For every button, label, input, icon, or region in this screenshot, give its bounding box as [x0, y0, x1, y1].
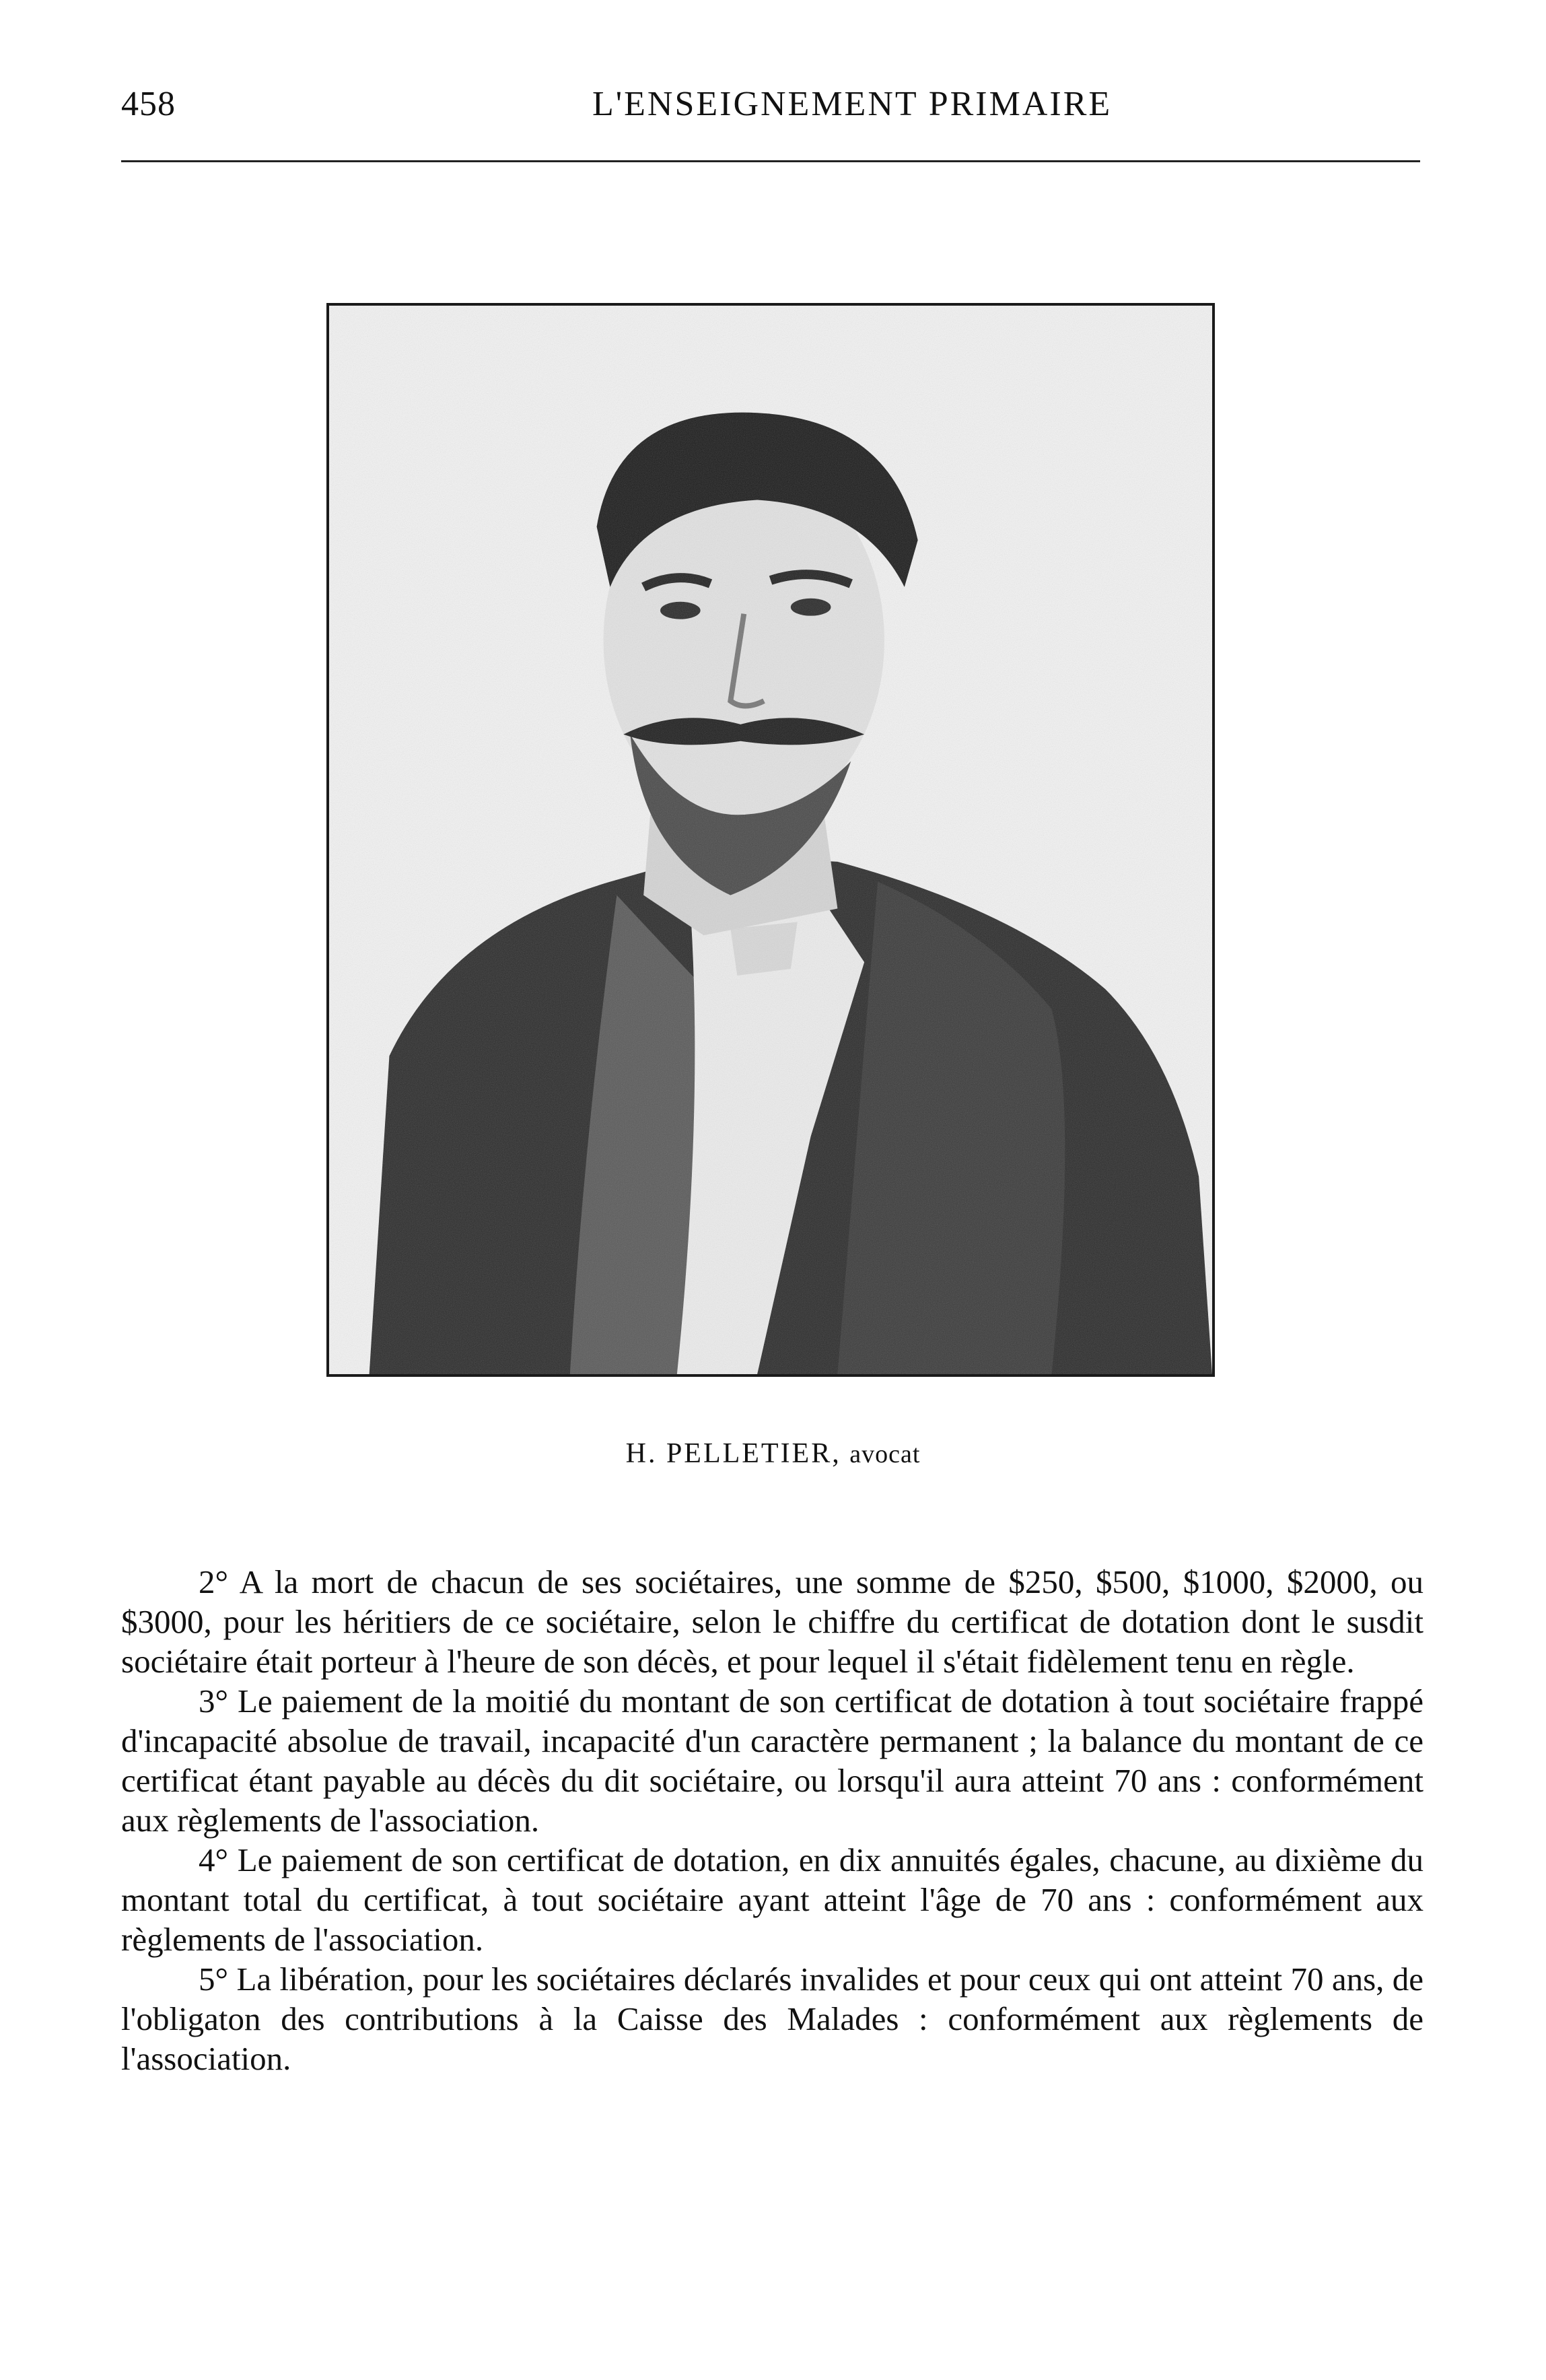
portrait-illustration: [329, 306, 1212, 1374]
header-rule: [121, 160, 1420, 162]
caption-name: H. PELLETIER,: [625, 1438, 841, 1469]
body-text: [121, 1562, 1424, 2078]
caption-role: avocat: [849, 1440, 921, 1468]
portrait-photo: [326, 303, 1215, 1377]
paragraph-5: 5° La libération, pour les sociétaires déclarés invalides et pour ceux qui ont atteint 70 ans, de l'obligaton des contributions à la Caisse des Malades : conformément aux règlements de l'association.: [121, 1961, 1424, 2077]
paragraph-4: 4° Le paiement de son certificat de dotation, en dix annuités égales, chacune, au dixième du montant total du certificat, à tout sociétaire ayant atteint l'âge de 70 ans : conformément aux règlements de l'association.: [121, 1841, 1424, 1958]
portrait-caption: [0, 1437, 1546, 1470]
paragraph-3: 3° Le paiement de la moitié du montant de son certificat de dotation à tout sociétaire frappé d'incapacité absolue de travail, incapacité d'un caractère permanent ; la balance du montant de ce certificat étant payable au décès du dit sociétaire, ou lorsqu'il aura atteint 70 ans : conformément aux règlements de l'association.: [121, 1682, 1424, 1839]
running-title: L'ENSEIGNEMENT PRIMAIRE: [592, 85, 1113, 123]
running-header: [121, 84, 1424, 138]
paragraph-2: 2° A la mort de chacun de ses sociétaires, une somme de $250, $500, $1000, $2000, ou $3000, pour les héritiers de ce sociétaire, selon le chiffre du certificat de dotation dont le susdit sociétaire était porteur à l'heure de son décès, et pour lequel il s'était fidèlement tenu en règle.: [121, 1563, 1424, 1680]
page-number: 458: [121, 85, 176, 123]
